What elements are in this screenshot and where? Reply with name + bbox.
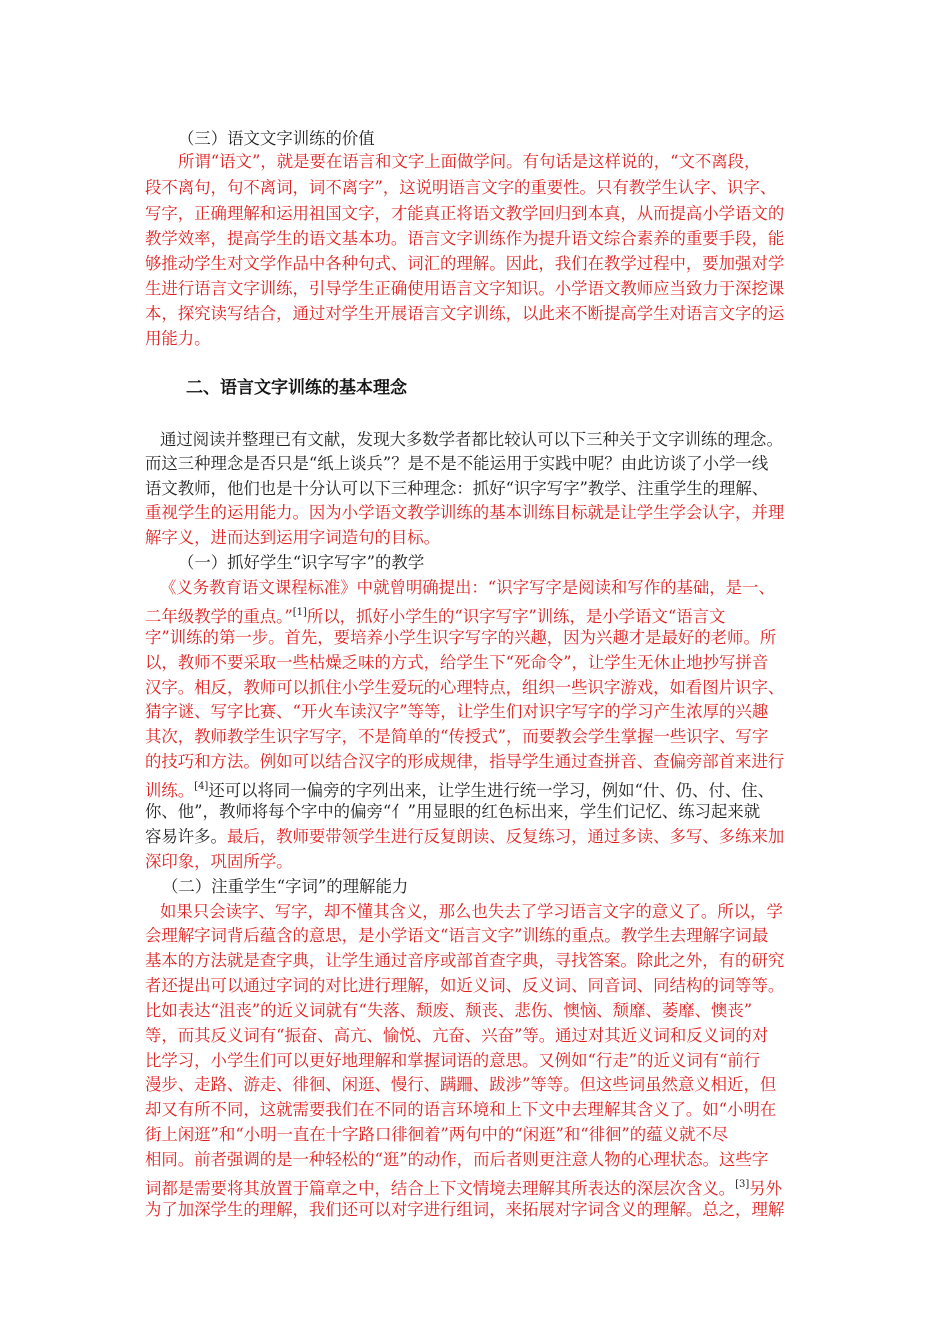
line-segment: 词都是需要将其放置于篇章之中，结合上下文情境去理解其所表达的深层次含义。 [145, 1179, 736, 1198]
paragraph-line: 基本的方法就是查字典，让学生通过音序或部首查字典，寻找答案。除此之外，有的研究 [145, 951, 785, 970]
paragraph-line: 而这三种理念是否只是“纸上谈兵”？是不是不能运用于实践中呢？由此访谈了小学一线 [145, 454, 769, 473]
paragraph-line: 教学效率，提高学生的语文基本功。语言文字训练作为提升语文综合素养的重要手段，能 [145, 229, 785, 248]
paragraph-line [145, 601, 725, 629]
line-segment: 还可以将同一偏旁的字列出来，让学生进行统一学习，例如“什、仍、付、住、 [208, 781, 775, 800]
citation-ref: [4] [194, 781, 209, 792]
paragraph-line: 猜字谜、写字比赛、“开火车读汉字”等等，让学生们对识字写字的学习产生浓厚的兴趣 [145, 702, 769, 721]
paragraph-line: 用能力。 [145, 329, 211, 348]
paragraph-line: 字”训练的第一步。首先，要培养小学生识字写字的兴趣，因为兴趣才是最好的老师。所 [145, 628, 777, 647]
paragraph-line [145, 1173, 782, 1201]
line-segment: 容易许多。 [145, 827, 227, 846]
paragraph-line: 生进行语言文字训练，引导学生正确使用语言文字知识。小学语文教师应当致力于深挖课 [145, 279, 785, 298]
paragraph-line: 本，探究读写结合，通过对学生开展语言文字训练，以此来不断提高学生对语言文字的运 [145, 304, 785, 323]
paragraph-line: 《义务教育语文课程标准》中就曾明确提出：“识字写字是阅读和写作的基础，是一、 [160, 578, 775, 597]
line-segment: 二年级教学的重点。” [145, 607, 293, 626]
paragraph-line: 以，教师不要采取一些枯燥乏味的方式，给学生下“死命令”，让学生无休止地抄写拼音 [145, 653, 769, 672]
paragraph-line: 相同。前者强调的是一种轻松的“逛”的动作，而后者则更注意人物的心理状态。这些字 [145, 1150, 769, 1169]
citation-ref: [1] [292, 607, 307, 618]
line-segment: 另外 [749, 1179, 783, 1198]
section-title-value-of-training: （三）语文文字训练的价值 [178, 129, 375, 148]
paragraph-line: 解字义，进而达到运用字词造句的目标。 [145, 528, 441, 547]
line-segment: 最后，教师要带领学生进行反复朗读、反复练习，通过多读、多写、多练来加 [226, 827, 785, 846]
subsection-title-word-understanding: （二）注重学生“字词”的理解能力 [162, 877, 409, 896]
paragraph-line: 却又有所不同，这就需要我们在不同的语言环境和上下文中去理解其含义了。如“小明在 [145, 1100, 777, 1119]
paragraph-line: 为了加深学生的理解，我们还可以对字进行组词，来拓展对字词含义的理解。总之，理解 [145, 1200, 785, 1219]
paragraph-line: 其次，教师教学生识字写字，不是简单的“传授式”，而要教会学生掌握一些识字、写字 [145, 727, 769, 746]
paragraph-line: 漫步、走路、游走、徘徊、闲逛、慢行、蹒跚、跋涉”等等。但这些词虽然意义相近，但 [145, 1075, 777, 1094]
paragraph-line: 你、他”，教师将每个字中的偏旁“亻”用显眼的红色标出来，学生们记忆、练习起来就 [145, 802, 761, 821]
paragraph-line: 比学习，小学生们可以更好地理解和掌握词语的意思。又例如“行走”的近义词有“前行 [145, 1051, 761, 1070]
paragraph-line: 语文教师，他们也是十分认可以下三种理念：抓好“识字写字”教学、注重学生的理解、 [145, 479, 769, 498]
paragraph-line: 的技巧和方法。例如可以结合汉字的形成规律，指导学生通过查拼音、查偏旁部首来进行 [145, 752, 785, 771]
paragraph-line: 深印象，巩固所学。 [145, 852, 293, 871]
paragraph-line: 汉字。相反，教师可以抓住小学生爱玩的心理特点，组织一些识字游戏，如看图片识字、 [145, 678, 785, 697]
paragraph-line: 等，而其反义词有“振奋、高亢、愉悦、亢奋、兴奋”等。通过对其近义词和反义词的对 [145, 1026, 769, 1045]
line-segment: 所以，抓好小学生的“识字写字”训练，是小学语文“语言文 [306, 607, 726, 626]
paragraph-line [145, 775, 774, 803]
paragraph-line: 写字，正确理解和运用祖国文字，才能真正将语文教学回归到本真，从而提高小学语文的 [145, 204, 785, 223]
subsection-title-literacy: （一）抓好学生“识字写字”的教学 [178, 553, 425, 572]
paragraph-line: 比如表达“沮丧”的近义词就有“失落、颓废、颓丧、悲伤、懊恼、颓靡、萎靡、懊丧” [145, 1001, 753, 1020]
citation-ref: [3] [735, 1179, 750, 1190]
paragraph-line: 通过阅读并整理已有文献，发现大多数学者都比较认可以下三种关于文字训练的理念。 [160, 430, 783, 449]
paragraph-line: 所谓“语文”，就是要在语言和文字上面做学问。有句话是这样说的，“文不离段， [178, 152, 761, 171]
paragraph-line: 如果只会读字、写字，却不懂其含义，那么也失去了学习语言文字的意义了。所以，学 [160, 902, 783, 921]
section-heading-basic-concepts: 二、语言文字训练的基本理念 [186, 378, 407, 398]
paragraph-line: 够推动学生对文学作品中各种句式、词汇的理解。因此，我们在教学过程中，要加强对学 [145, 254, 785, 273]
paragraph-line [145, 825, 784, 849]
paragraph-line: 街上闲逛”和“小明一直在十字路口徘徊着”两句中的“闲逛”和“徘徊”的蕴义就不尽 [145, 1125, 729, 1144]
line-segment: 训练。 [145, 781, 195, 800]
paragraph-line: 段不离句，句不离词，词不离字”，这说明语言文字的重要性。只有教学生认字、识字、 [145, 178, 777, 197]
paragraph-line: 会理解字词背后蕴含的意思，是小学语文“语言文字”训练的重点。教学生去理解字词最 [145, 926, 769, 945]
paragraph-line: 者还提出可以通过字词的对比进行理解，如近义词、反义词、同音词、同结构的词等等。 [145, 976, 785, 995]
paragraph-line: 重视学生的运用能力。因为小学语文教学训练的基本训练目标就是让学生学会认字，并理 [145, 503, 785, 522]
